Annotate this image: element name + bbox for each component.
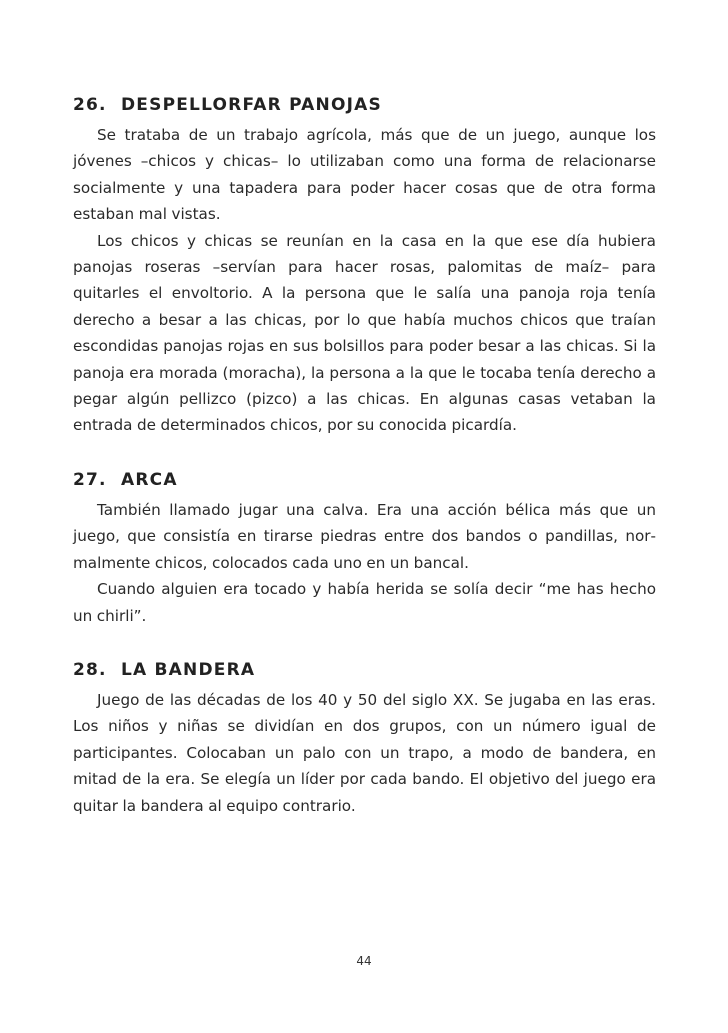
page-number: 44 [356,954,372,968]
section-number: 28. [73,659,107,680]
section-heading-27 [73,463,656,497]
paragraph: Cuando alguien era tocado y había herida se solía decir “me has hecho un chirli”. [73,580,656,625]
paragraph: Se trataba de un trabajo agrícola, más que de un juego, aunque los jóvenes –chicos y chicas– lo utilizaban como una forma de relacionarse socialmente y una tapadera para poder hacer cosas que de otra forma estaban mal vistas. [73,126,656,224]
section-title: DESPELLORFAR PANOJAS [121,95,382,115]
paragraph: Los chicos y chicas se reunían en la casa en la que ese día hubiera panojas roseras –servían para hacer rosas, palomitas de maíz– para quitarles el envoltorio. A la persona que le salía una panoja roja tenía derecho a besar a las chicas, por lo que había muchos chicos que traían escondidas panojas rojas en sus bolsillos para poder besar a las chicas. Si la panoja era morada (moracha), la persona a la que le tocaba tenía derecho a pegar algún pellizco (pizco) a las chicas. En algunas casas vetaban la entrada de determinados chicos, por su conocida picardía. [73,231,656,435]
paragraph: Juego de las décadas de los 40 y 50 del siglo XX. Se jugaba en las eras. Los niños y niñas se dividían en dos grupos, con un número igual de participantes. Colocaban un palo con un trapo, a modo de bandera, en mitad de la era. Se elegía un líder por cada bando. El objetivo del juego era quitar la bandera al equipo contrario. [73,690,656,815]
section-title: LA BANDERA [121,659,256,680]
section-number: 26. [73,95,107,115]
paragraph: También llamado jugar una calva. Era una acción bélica más que un juego, que consistía en tirarse piedras entre dos bandos o pandillas, normalmente chicos, colocados cada uno en un bancal. [73,500,656,572]
section-number: 27. [73,469,107,490]
section-gap [73,439,656,463]
section-heading-28 [73,653,656,687]
section-title: ARCA [121,469,178,490]
page-body [73,88,656,819]
section-heading-26 [73,88,656,122]
section-gap [73,629,656,653]
